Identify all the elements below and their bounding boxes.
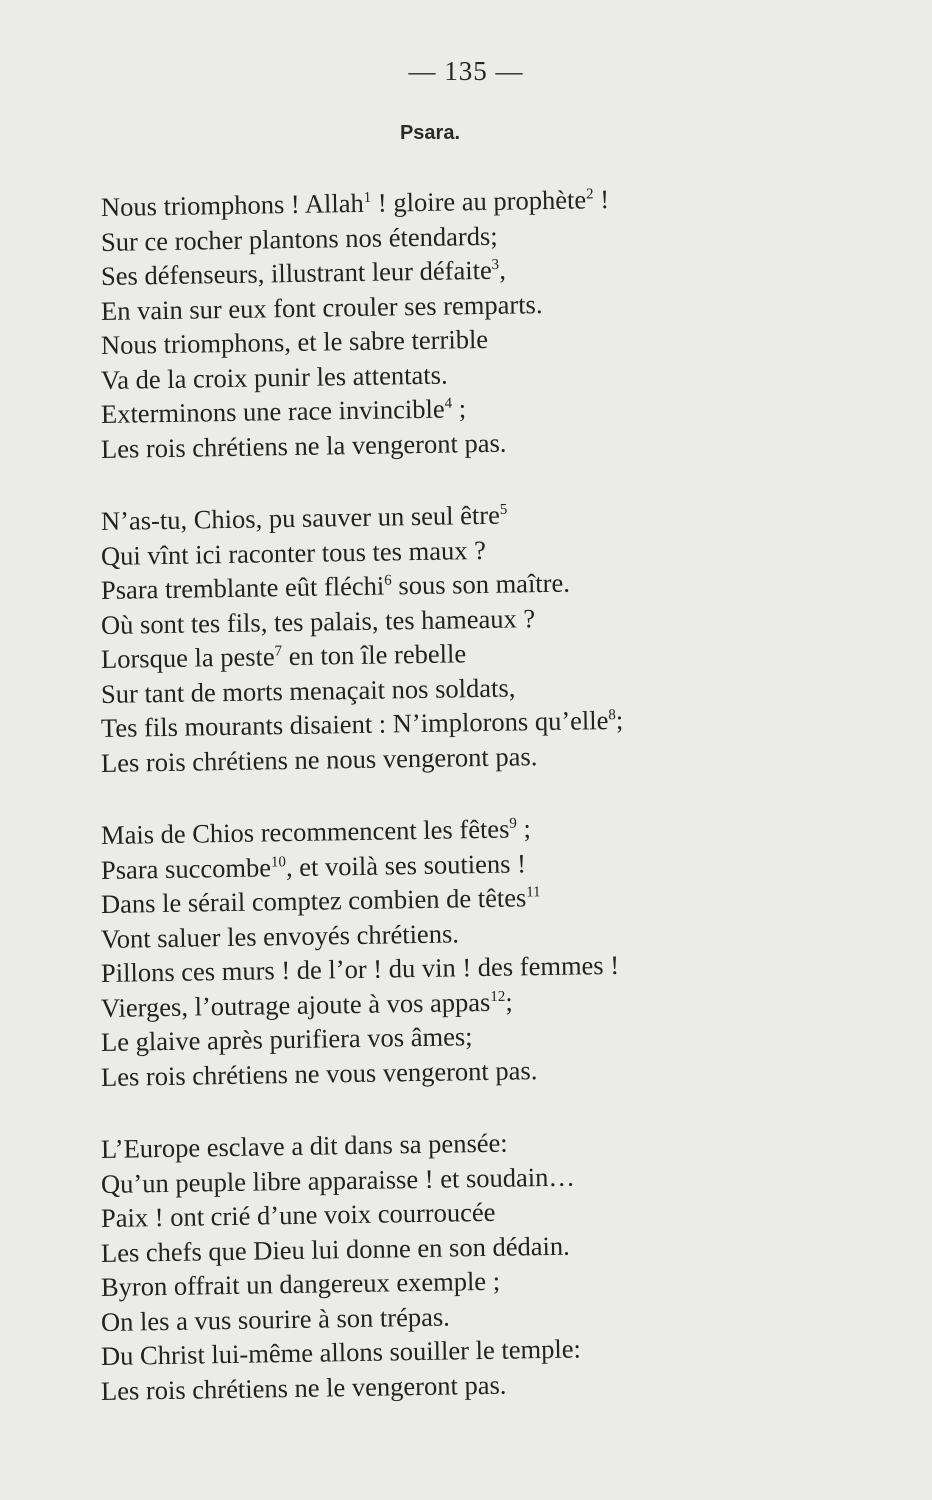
stanza <box>100 499 801 780</box>
line-text: ; <box>505 986 513 1017</box>
line-text: Psara tremblante eût fléchi <box>100 570 385 605</box>
line-text: Qui vînt ici raconter tous tes maux ? <box>100 534 487 571</box>
line-text: , <box>498 254 507 285</box>
line-text: Va de la croix punir les attentats. <box>100 359 448 395</box>
line-text: Qu’un peuple libre apparaisse ! et soudain… <box>100 1161 576 1199</box>
line-text: Le glaive après purifiera vos âmes; <box>100 1021 473 1057</box>
line-text: Mais de Chios recommencent les fêtes <box>100 813 510 850</box>
footnote-marker: 8 <box>608 707 616 724</box>
line-text: sous son maître. <box>391 567 571 601</box>
stanza <box>100 184 801 466</box>
line-text: Dans le sérail comptez combien de têtes <box>100 882 527 919</box>
poem-title: Psara. <box>399 122 461 144</box>
line-text: en ton île rebelle <box>281 638 467 672</box>
line-text: ; <box>615 704 624 735</box>
line-text: ! gloire au prophète <box>371 184 587 218</box>
line-text: ; <box>451 393 467 424</box>
footnote-marker: 1 <box>363 189 372 207</box>
line-text: Byron offrait un dangereux exemple ; <box>100 1265 501 1302</box>
line-text: Vierges, l’outrage ajoute à vos appas <box>100 986 491 1023</box>
footnote-marker: 9 <box>509 815 517 832</box>
line-text: Psara succombe <box>100 851 272 885</box>
line-text: L’Europe esclave a dit dans sa pensée: <box>100 1127 508 1164</box>
footnote-marker: 5 <box>499 501 508 518</box>
line-text: ! <box>593 184 610 215</box>
line-text: Sur tant de morts menaçait nos soldats, <box>100 671 516 709</box>
line-text: Paix ! ont crié d’une voix courroucée <box>100 1196 496 1233</box>
footnote-marker: 4 <box>444 395 453 412</box>
stanza <box>100 1127 801 1408</box>
line-text: Du Christ lui-même allons souiller le temple: <box>100 1333 582 1371</box>
line-text: , et voilà ses soutiens ! <box>285 847 527 882</box>
line-text: Nous triomphons, et le sabre terrible <box>100 323 489 360</box>
line-text: Les rois chrétiens ne vous vengeront pas. <box>100 1054 538 1092</box>
poem-body <box>100 184 801 1446</box>
footnote-marker: 6 <box>384 572 392 589</box>
page-number: — 135 — <box>408 56 524 86</box>
footnote-marker: 10 <box>270 853 287 871</box>
line-text: Ses défenseurs, illustrant leur défaite <box>100 254 492 291</box>
line-text: Lorsque la peste <box>100 641 275 674</box>
line-text: Sur ce rocher plantons nos étendards; <box>100 220 498 257</box>
footnote-marker: 7 <box>274 643 283 660</box>
footnote-marker: 12 <box>490 988 506 1005</box>
line-text: En vain sur eux font crouler ses remparts. <box>100 288 543 326</box>
line-text: Exterminons une race invincible <box>100 393 445 429</box>
footnote-marker: 11 <box>526 884 541 901</box>
line-text: Nous triomphons ! Allah <box>100 187 364 222</box>
footnote-marker: 2 <box>585 186 594 203</box>
line-text: Les chefs que Dieu lui donne en son dédain. <box>100 1230 570 1268</box>
stanza <box>100 813 801 1094</box>
line-text: Les rois chrétiens ne nous vengeront pas. <box>100 740 538 778</box>
line-text: Les rois chrétiens ne la vengeront pas. <box>100 427 507 464</box>
line-text: On les a vus sourire à son trépas. <box>100 1301 451 1337</box>
line-text: ; <box>516 813 532 844</box>
line-text: Tes fils mourants disaient : N’implorons qu’elle <box>100 705 609 743</box>
line-text: Les rois chrétiens ne le vengeront pas. <box>100 1369 507 1406</box>
footnote-marker: 3 <box>491 256 500 274</box>
line-text: N’as-tu, Chios, pu sauver un seul être <box>100 499 501 536</box>
line-text: Vont saluer les envoyés chrétiens. <box>100 917 460 954</box>
line-text: Pillons ces murs ! de l’or ! du vin ! des femmes ! <box>100 949 620 988</box>
line-text: Où sont tes fils, tes palais, tes hameaux ? <box>100 602 536 640</box>
